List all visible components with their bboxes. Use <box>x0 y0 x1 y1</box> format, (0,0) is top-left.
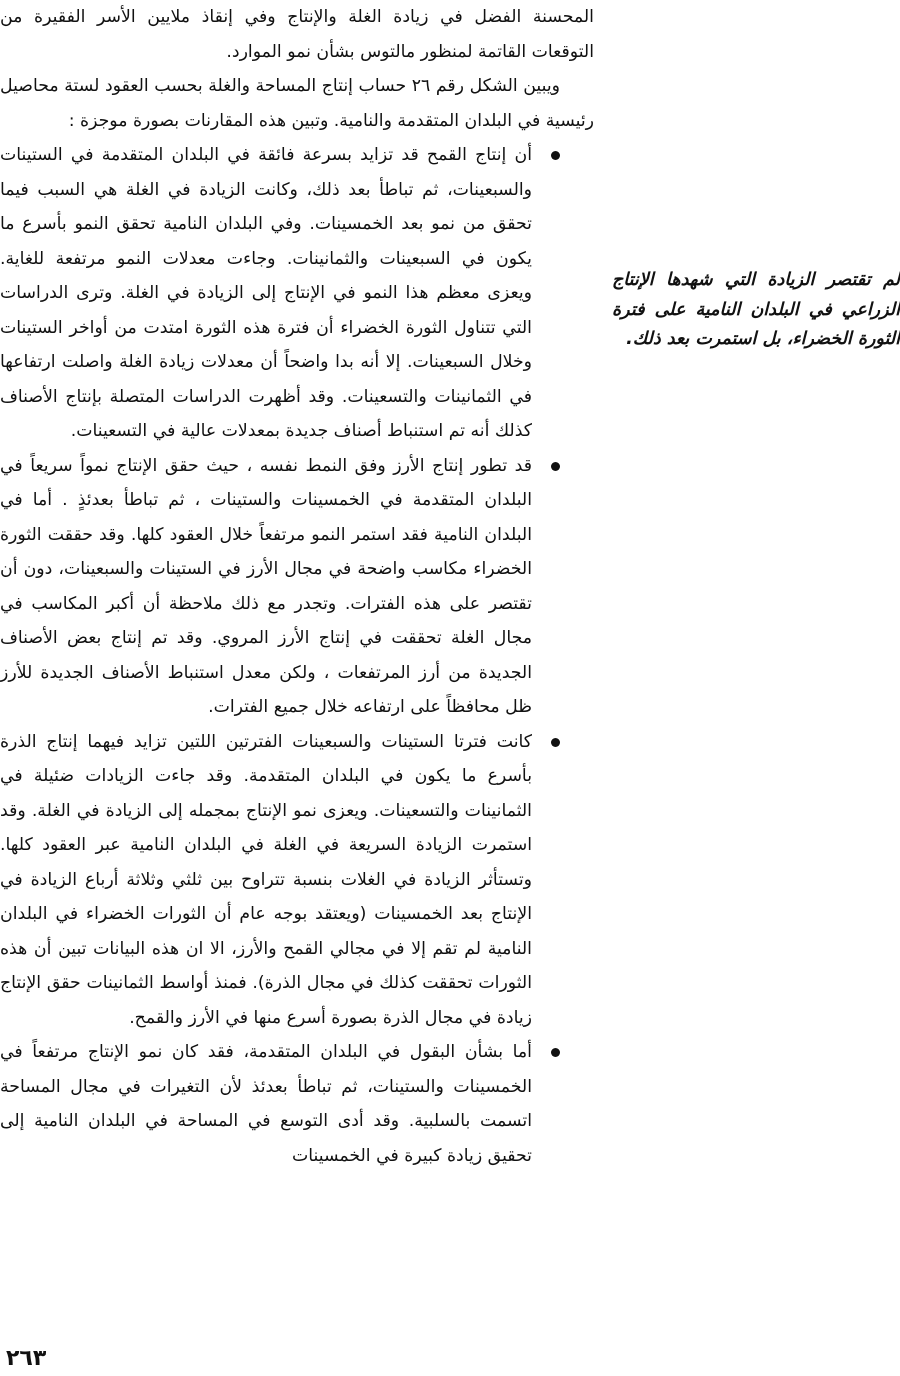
bullet-icon <box>551 1048 560 1057</box>
intro-paragraph-continued: المحسنة الفضل في زيادة الغلة والإنتاج وفي إنقاذ ملايين الأسر الفقيرة من التوقعات القاتمة لمنظور مالتوس بشأن نمو الموارد. <box>0 7 594 62</box>
bullet-rice-text: قد تطور إنتاج الأرز وفق النمط نفسه ، حيث حقق الإنتاج نمواً سريعاً في البلدان المتقدمة في الخمسينات والستينات ، ثم تباطأ بعدئذٍ . أما في البلدان النامية فقد استمر النمو مرتفعاً خلال العقود كلها. وقد حققت الثورة الخضراء مكاسب واضحة في مجال الأرز في الستينات والسبعينات، دون أن تقتصر على هذه الفترات. وتجدر مع ذلك ملاحظة أن أكبر المكاسب في مجال الغلة تحققت في إنتاج الأرز المروي. وقد تم إنتاج بعض الأصناف الجديدة من أرز المرتفعات ، ولكن معدل استنباط الأصناف الجديدة للأرز ظل محافظاً على ارتفاعه خلال جميع الفترات. <box>0 455 532 717</box>
list-item <box>0 138 594 449</box>
list-item <box>0 1035 594 1173</box>
page-number: ٢٦٣ <box>6 1346 47 1371</box>
bullet-pulses-text: أما بشأن البقول في البلدان المتقدمة، فقد كان نمو الإنتاج مرتفعاً في الخمسينات والستينات، ثم تباطأ بعدئذ لأن التغيرات في مجال المساحة اتسمت بالسلبية. وقد أدى التوسع في المساحة في البلدان النامية إلى تحقيق زيادة كبيرة في الخمسينات <box>0 1042 532 1166</box>
bullet-list <box>0 138 594 1173</box>
bullet-icon <box>551 462 560 471</box>
margin-note: لم تقتصر الزيادة التي شهدها الإنتاج الزراعي في البلدان النامية على فترة الثورة الخضراء، بل استمرت بعد ذلك. <box>612 270 900 349</box>
intro-paragraph-figure-26: ويبين الشكل رقم ٢٦ حساب إنتاج المساحة والغلة بحسب العقود لستة محاصيل رئيسية في البلدان المتقدمة والنامية. وتبين هذه المقارنات بصورة موجزة : <box>0 76 594 131</box>
bullet-icon <box>551 151 560 160</box>
bullet-wheat-text: أن إنتاج القمح قد تزايد بسرعة فائقة في البلدان المتقدمة في الستينات والسبعينات، ثم تباطأ بعد ذلك، وكانت الزيادة في الغلة هي السبب فيما تحقق من نمو بعد الخمسينات. وفي البلدان النامية تحقق النمو بأسرع ما يكون في السبعينات والثمانينات. وجاءت معدلات النمو مرتفعة للغاية. ويعزى معظم هذا النمو في الإنتاج إلى الزيادة في الغلة. وترى الدراسات التي تتناول الثورة الخضراء أن فترة هذه الثورة امتدت من أواخر الستينات وخلال السبعينات. إلا أنه بدا واضحاً أن معدلات زيادة الغلة واصلت ارتفاعها في الثمانينات والتسعينات. وقد أظهرت الدراسات المتصلة بإنتاج الأصناف كذلك أنه تم استنباط أصناف جديدة بمعدلات عالية في التسعينات. <box>0 145 532 441</box>
list-item <box>0 449 594 725</box>
bullet-icon <box>551 738 560 747</box>
bullet-maize-text: كانت فترتا الستينات والسبعينات الفترتين اللتين تزايد فيهما إنتاج الذرة بأسرع ما يكون في البلدان المتقدمة. وقد جاءت الزيادات ضئيلة في الثمانينات والتسعينات. ويعزى نمو الإنتاج بمجمله إلى الزيادة في الغلة. وقد استمرت الزيادة السريعة في الغلة في البلدان النامية عبر العقود كلها. وتستأثر الزيادة في الغلات بنسبة تتراوح بين ثلثي وثلاثة أرباع الزيادة في الإنتاج بعد الخمسينات (ويعتقد بوجه عام أن الثورات الخضراء في البلدان النامية لم تقم إلا في مجالي القمح والأرز، الا ان هذه البيانات تبين أن هذه الثورات تحققت كذلك في مجال الذرة). فمنذ أواسط الثمانينات حقق الإنتاج زيادة في مجال الذرة بصورة أسرع منها في الأرز والقمح. <box>0 731 532 1028</box>
list-item <box>0 725 594 1036</box>
